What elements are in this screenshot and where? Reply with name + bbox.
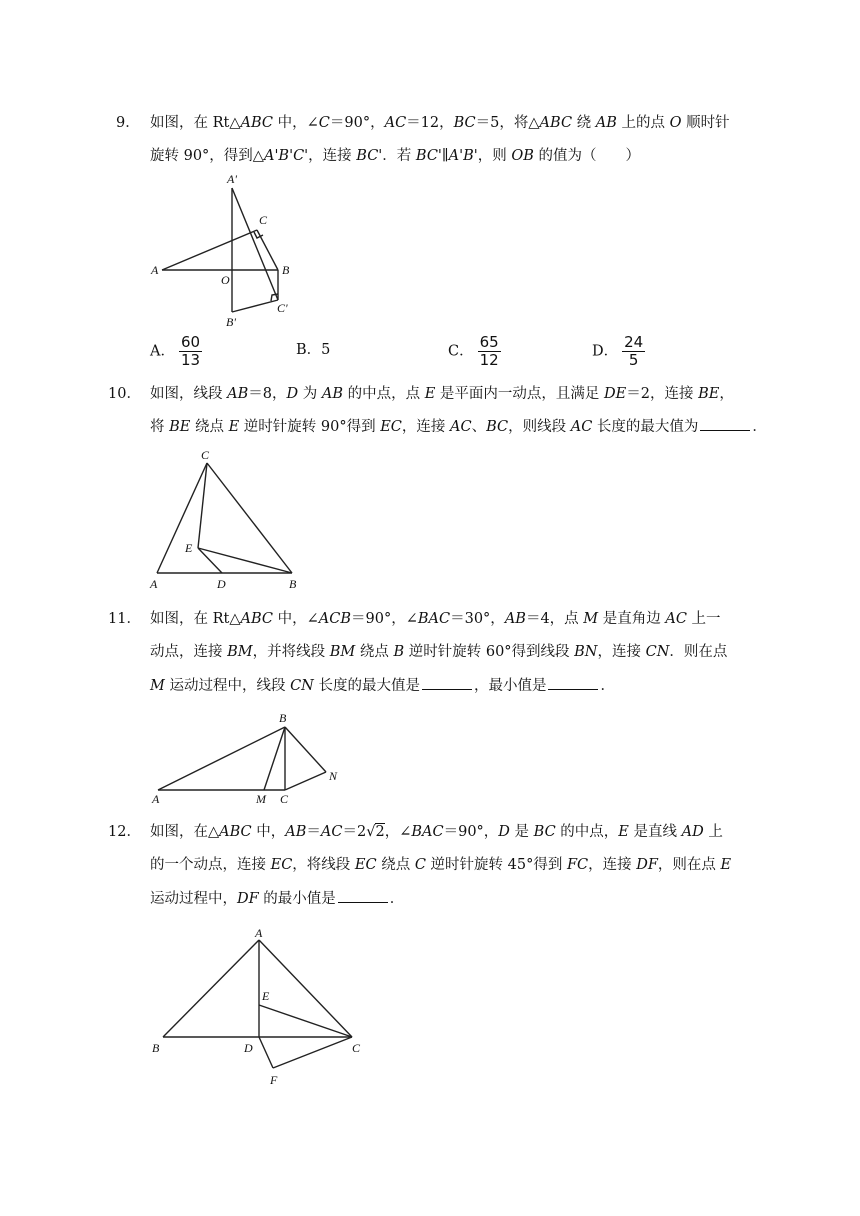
- fraction: $\frac{65}{12}$: [479, 333, 499, 369]
- label-c: C: [259, 213, 268, 227]
- label-o: O: [221, 273, 230, 287]
- label-c-prime: C': [277, 301, 288, 315]
- question-text-line: 运动过程中，DF 的最小值是 ．: [150, 888, 404, 909]
- question-number: 9．: [116, 115, 140, 131]
- label-m: M: [256, 792, 266, 806]
- option-b[interactable]: B．5: [296, 342, 331, 358]
- sqrt-symbol: √2: [366, 824, 385, 840]
- label-c: C: [201, 448, 210, 462]
- label-d: D: [217, 577, 226, 591]
- question-text-line: 动点，连接 BM，并将线段 BM 绕点 B 逆时针旋转 60°得到线段 BN，连接 CN．则在点: [150, 644, 728, 660]
- label-b: B: [282, 263, 290, 277]
- question-text-line: 如图，在 Rt△ABC 中，∠C＝90°，AC＝12，BC＝5，将△ABC 绕 AB 上的点 O 顺时针: [150, 115, 730, 131]
- question-number: 11．: [108, 611, 141, 627]
- label-b: B: [289, 577, 297, 591]
- question-text-line: 的一个动点，连接 EC，将线段 EC 绕点 C 逆时针旋转 45°得到 FC，连接 DF，则在点 E: [150, 857, 732, 873]
- label-a: A: [151, 263, 159, 277]
- label-a: A: [255, 926, 263, 940]
- label-f: F: [270, 1073, 278, 1087]
- question-text-line: 将 BE 绕点 E 逆时针旋转 90°得到 EC，连接 AC、BC，则线段 AC 长度的最大值为 ．: [150, 416, 767, 437]
- option-d[interactable]: D． $\frac{24}{5}$: [592, 333, 644, 369]
- question-text-line: 旋转 90°，得到△A'B'C'，连接 BC'．若 BC'∥A'B'，则 OB 的值为（ ）: [150, 148, 640, 164]
- label-e: E: [262, 989, 270, 1003]
- question-text-line: 如图，线段 AB＝8，D 为 AB 的中点，点 E 是平面内一动点，且满足 DE＝2，连接 BE，: [150, 386, 734, 402]
- label-e: E: [185, 541, 193, 555]
- label-d: D: [244, 1041, 253, 1055]
- fraction: $\frac{24}{5}$: [624, 333, 644, 369]
- option-a[interactable]: A． $\frac{60}{13}$: [150, 333, 201, 369]
- question-text-line: M 运动过程中，线段 CN 长度的最大值是 ，最小值是 ．: [150, 675, 615, 696]
- label-a: A: [150, 577, 158, 591]
- question-text-line: 如图，在△ABC 中，AB＝AC＝2√2，∠BAC＝90°，D 是 BC 的中点，E 是直线 AD 上: [150, 824, 723, 840]
- option-c[interactable]: C． $\frac{65}{12}$: [448, 333, 499, 369]
- label-a-prime: A': [227, 172, 237, 186]
- question-text-line: 如图，在 Rt△ABC 中，∠ACB＝90°，∠BAC＝30°，AB＝4，点 M 是直角边 AC 上一: [150, 611, 721, 627]
- label-c: C: [352, 1041, 361, 1055]
- question-number: 10．: [108, 386, 141, 402]
- label-a: A: [152, 792, 160, 806]
- label-b: B: [279, 711, 287, 725]
- question-number: 12．: [108, 824, 141, 840]
- fraction: $\frac{60}{13}$: [180, 333, 201, 369]
- label-b-prime: B': [226, 315, 236, 329]
- label-n: N: [329, 769, 338, 783]
- label-b: B: [152, 1041, 160, 1055]
- label-c: C: [280, 792, 289, 806]
